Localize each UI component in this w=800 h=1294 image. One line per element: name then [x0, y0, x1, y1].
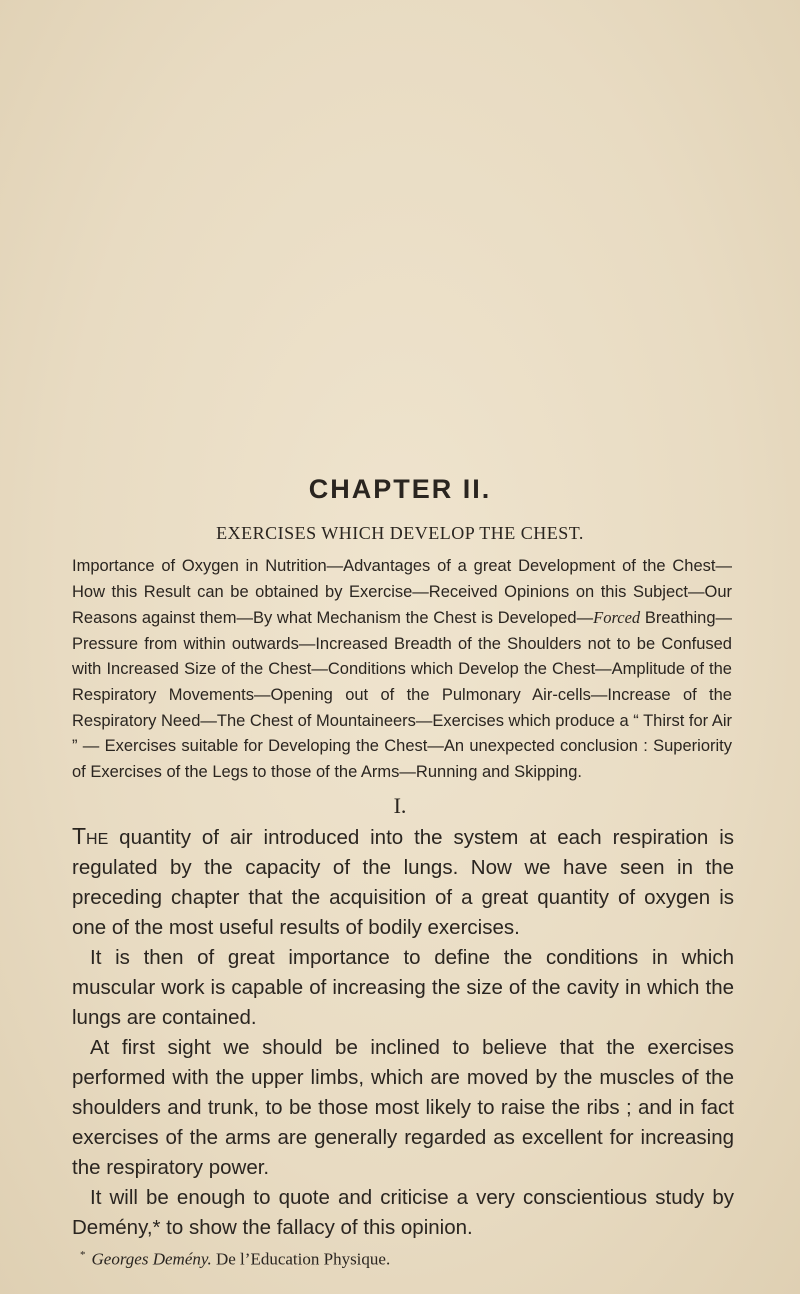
paragraph-lead-word: The — [72, 823, 109, 849]
paragraph-1-text: quantity of air introduced into the system at each respiration is regulated by the capacity of the lungs. Now we have seen in the preceding chapter that the acquisition of a great quantity of oxygen is one of the most useful results of bodily exercises. — [72, 826, 734, 939]
footnote — [80, 1249, 740, 1270]
footnote-title: De l’Education Physique. — [211, 1249, 391, 1269]
section-number: I. — [393, 793, 407, 818]
footnote-mark: * — [80, 1249, 86, 1261]
summary-italic-word: Forced — [593, 608, 641, 628]
footnote-author: Georges Demény. — [91, 1249, 212, 1269]
paragraph-1 — [72, 821, 734, 943]
chapter-title: CHAPTER II. — [308, 474, 492, 504]
paragraph-2: It is then of great importance to define the conditions in which muscular work is capable of increasing the size of the cavity in which the lungs are contained. — [72, 946, 734, 1029]
chapter-summary — [72, 554, 732, 785]
summary-text-end: Breathing—Pressure from within outwards—Increased Breadth of the Shoulders not to be Confused with Increased Size of the Chest—Conditions which Develop the Chest—Amplitude of the Respiratory Movements—Opening out of the Pulmonary Air-cells—Increase of the Respiratory Need—The Chest of Mountaineers—Exercises which produce a “ Thirst for Air ” — Exercises suitable for Developing the Chest—An unexpected conclusion : Superiority of Exercises of the Legs to those of the Arms—Running and Skipping. — [72, 609, 733, 781]
summary-text-start: Importance of Oxygen in Nutrition—Advantages of a great Development of the Chest—How this Result can be obtained by Exercise—Received Opinions on this Subject—Our Reasons against them—By what Mechanism the Chest is Developed— — [72, 557, 732, 628]
chapter-subtitle: EXERCISES WHICH DEVELOP THE CHEST. — [216, 523, 584, 543]
body-text — [72, 821, 734, 1243]
paragraph-3: At first sight we should be inclined to believe that the exercises performed with the upper limbs, which are moved by the muscles of the shoulders and trunk, to be those most likely to raise the ribs ; and in fact exercises of the arms are generally regarded as excellent for increasing the respiratory power. — [72, 1036, 734, 1179]
paragraph-4: It will be enough to quote and criticise a very conscientious study by Demény,* to show the fallacy of this opinion. — [72, 1186, 734, 1239]
